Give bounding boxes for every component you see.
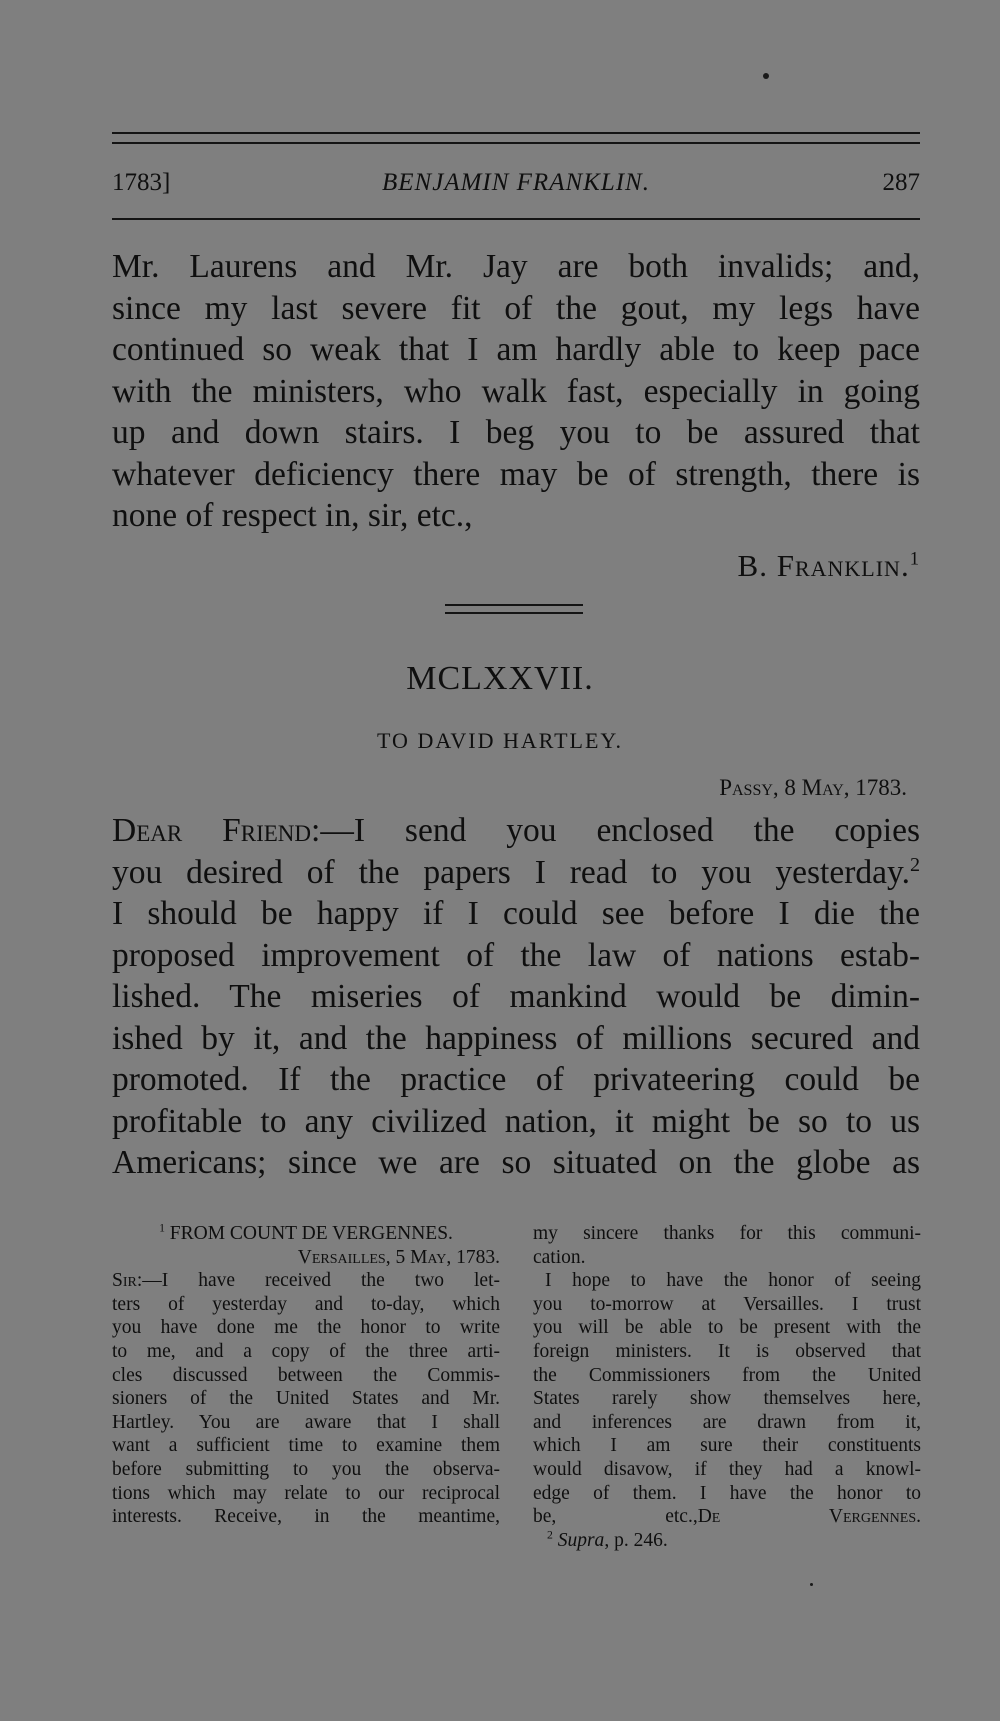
footnote-marker: 1: [159, 1221, 165, 1235]
text-line: up and down stairs. I beg you to be assured that: [112, 414, 920, 451]
header-rule-bottom: [112, 218, 920, 220]
text-line: profitable to any civilized nation, it might be so to us: [112, 1102, 920, 1140]
text-line: States rarely show themselves here,: [533, 1388, 921, 1410]
text-line: and inferences are drawn from it,: [533, 1411, 921, 1433]
header-rule-second: [112, 142, 920, 144]
text-line: sioners of the United States and Mr.: [112, 1388, 500, 1410]
footnote-heading-text: FROM COUNT DE VERGENNES.: [169, 1223, 453, 1244]
text-line: with the ministers, who walk fast, especially in going: [112, 372, 920, 410]
text-line: promoted. If the practice of privateering could be: [112, 1061, 920, 1098]
signature: [738, 548, 920, 584]
text-line: would disavow, if they had a knowl-: [533, 1458, 921, 1480]
section-divider-top: [445, 604, 583, 606]
footnote-dateline-text: Versailles, 5 May, 1783.: [297, 1246, 500, 1268]
text-line: whatever deficiency there may be of strength, there is: [112, 455, 920, 493]
text-line: ters of yesterday and to-day, which: [112, 1293, 500, 1315]
text-line: the Commissioners from the United: [533, 1364, 921, 1386]
page-number: 287: [882, 169, 920, 196]
footnote-marker: 2: [547, 1528, 553, 1542]
footnote-marker: 2: [909, 853, 920, 876]
footnote-ref: Supra: [557, 1529, 605, 1551]
letter-body: [112, 810, 920, 1184]
text-line: cles discussed between the Commis-: [112, 1364, 500, 1386]
text-line: tions which may relate to our reciprocal: [112, 1482, 500, 1504]
text-line: continued so weak that I am hardly able to keep pace: [112, 331, 920, 368]
footnote-closing: be, etc.,: [533, 1506, 698, 1528]
text-line: I should be happy if I could see before I die the: [112, 895, 920, 932]
footnote-right-column: [533, 1222, 921, 1552]
header-rule-top: [112, 132, 920, 134]
footnote-dateline: [112, 1246, 500, 1270]
text-line: my sincere thanks for this communi-: [533, 1223, 921, 1244]
text-line: foreign ministers. It is observed that: [533, 1340, 921, 1362]
footnote-heading: [112, 1222, 500, 1246]
text-line: [112, 1269, 500, 1293]
text-line: cation.: [533, 1246, 586, 1268]
text-line: I hope to have the honor of seeing: [545, 1270, 921, 1292]
text-line: lished. The miseries of mankind would be dimin-: [112, 978, 920, 1015]
text-line: want a sufficient time to examine them: [112, 1435, 500, 1457]
running-head-year: 1783]: [112, 169, 171, 196]
scan-speck: [763, 73, 769, 79]
text-line: Americans; since we are so situated on the globe as: [112, 1144, 920, 1181]
footnote-closing-signature: De Vergennes.: [697, 1506, 921, 1528]
footnote-closing-line: [533, 1505, 921, 1529]
previous-letter-ending: [112, 246, 920, 537]
signature-name: B. Franklin.: [737, 548, 910, 583]
text-line: [112, 810, 920, 852]
footnote-page-ref: , p. 246.: [604, 1529, 668, 1551]
text-line: to me, and a copy of the three arti-: [112, 1340, 500, 1362]
text-segment: :—I send you enclosed the copies: [311, 812, 921, 849]
text-line: you to-morrow at Versailles. I trust: [533, 1293, 921, 1315]
footnote-left-column: [112, 1222, 500, 1529]
text-line: [112, 852, 920, 894]
dateline-text: Passy, 8 May, 1783.: [719, 775, 907, 800]
text-line: none of respect in, sir, etc.,: [112, 497, 473, 534]
text-line: before submitting to you the observa-: [112, 1458, 500, 1480]
text-segment: you desired of the papers I read to you yesterday.: [112, 853, 910, 891]
text-line: Mr. Laurens and Mr. Jay are both invalids; and,: [112, 248, 920, 285]
text-line: Hartley. You are aware that I shall: [112, 1411, 500, 1433]
running-head: [112, 163, 920, 203]
text-line: you have done me the honor to write: [112, 1317, 500, 1339]
text-line: since my last severe fit of the gout, my legs have: [112, 289, 920, 327]
text-line: you will be able to be present with the: [533, 1317, 921, 1339]
text-segment: :—I have received the two let-: [136, 1270, 500, 1292]
footnote-2: [533, 1529, 921, 1553]
letter-number: MCLXXVII.: [406, 660, 594, 697]
footnote-marker: 1: [909, 548, 920, 570]
letter-recipient: TO DAVID HARTLEY.: [377, 728, 623, 753]
footnote-salutation: Sir: [112, 1270, 137, 1292]
scan-speck: [810, 1583, 813, 1586]
text-line: interests. Receive, in the meantime,: [112, 1506, 500, 1528]
letter-dateline: [719, 775, 907, 801]
running-head-title: BENJAMIN FRANKLIN.: [382, 169, 650, 196]
salutation: Dear Friend: [112, 812, 312, 849]
text-line: which I am sure their constituents: [533, 1435, 921, 1457]
text-line: proposed improvement of the law of nations estab-: [112, 936, 920, 974]
text-line: ished by it, and the happiness of millions secured and: [112, 1019, 920, 1057]
text-line: edge of them. I have the honor to: [533, 1482, 921, 1504]
section-divider-bottom: [445, 612, 583, 614]
